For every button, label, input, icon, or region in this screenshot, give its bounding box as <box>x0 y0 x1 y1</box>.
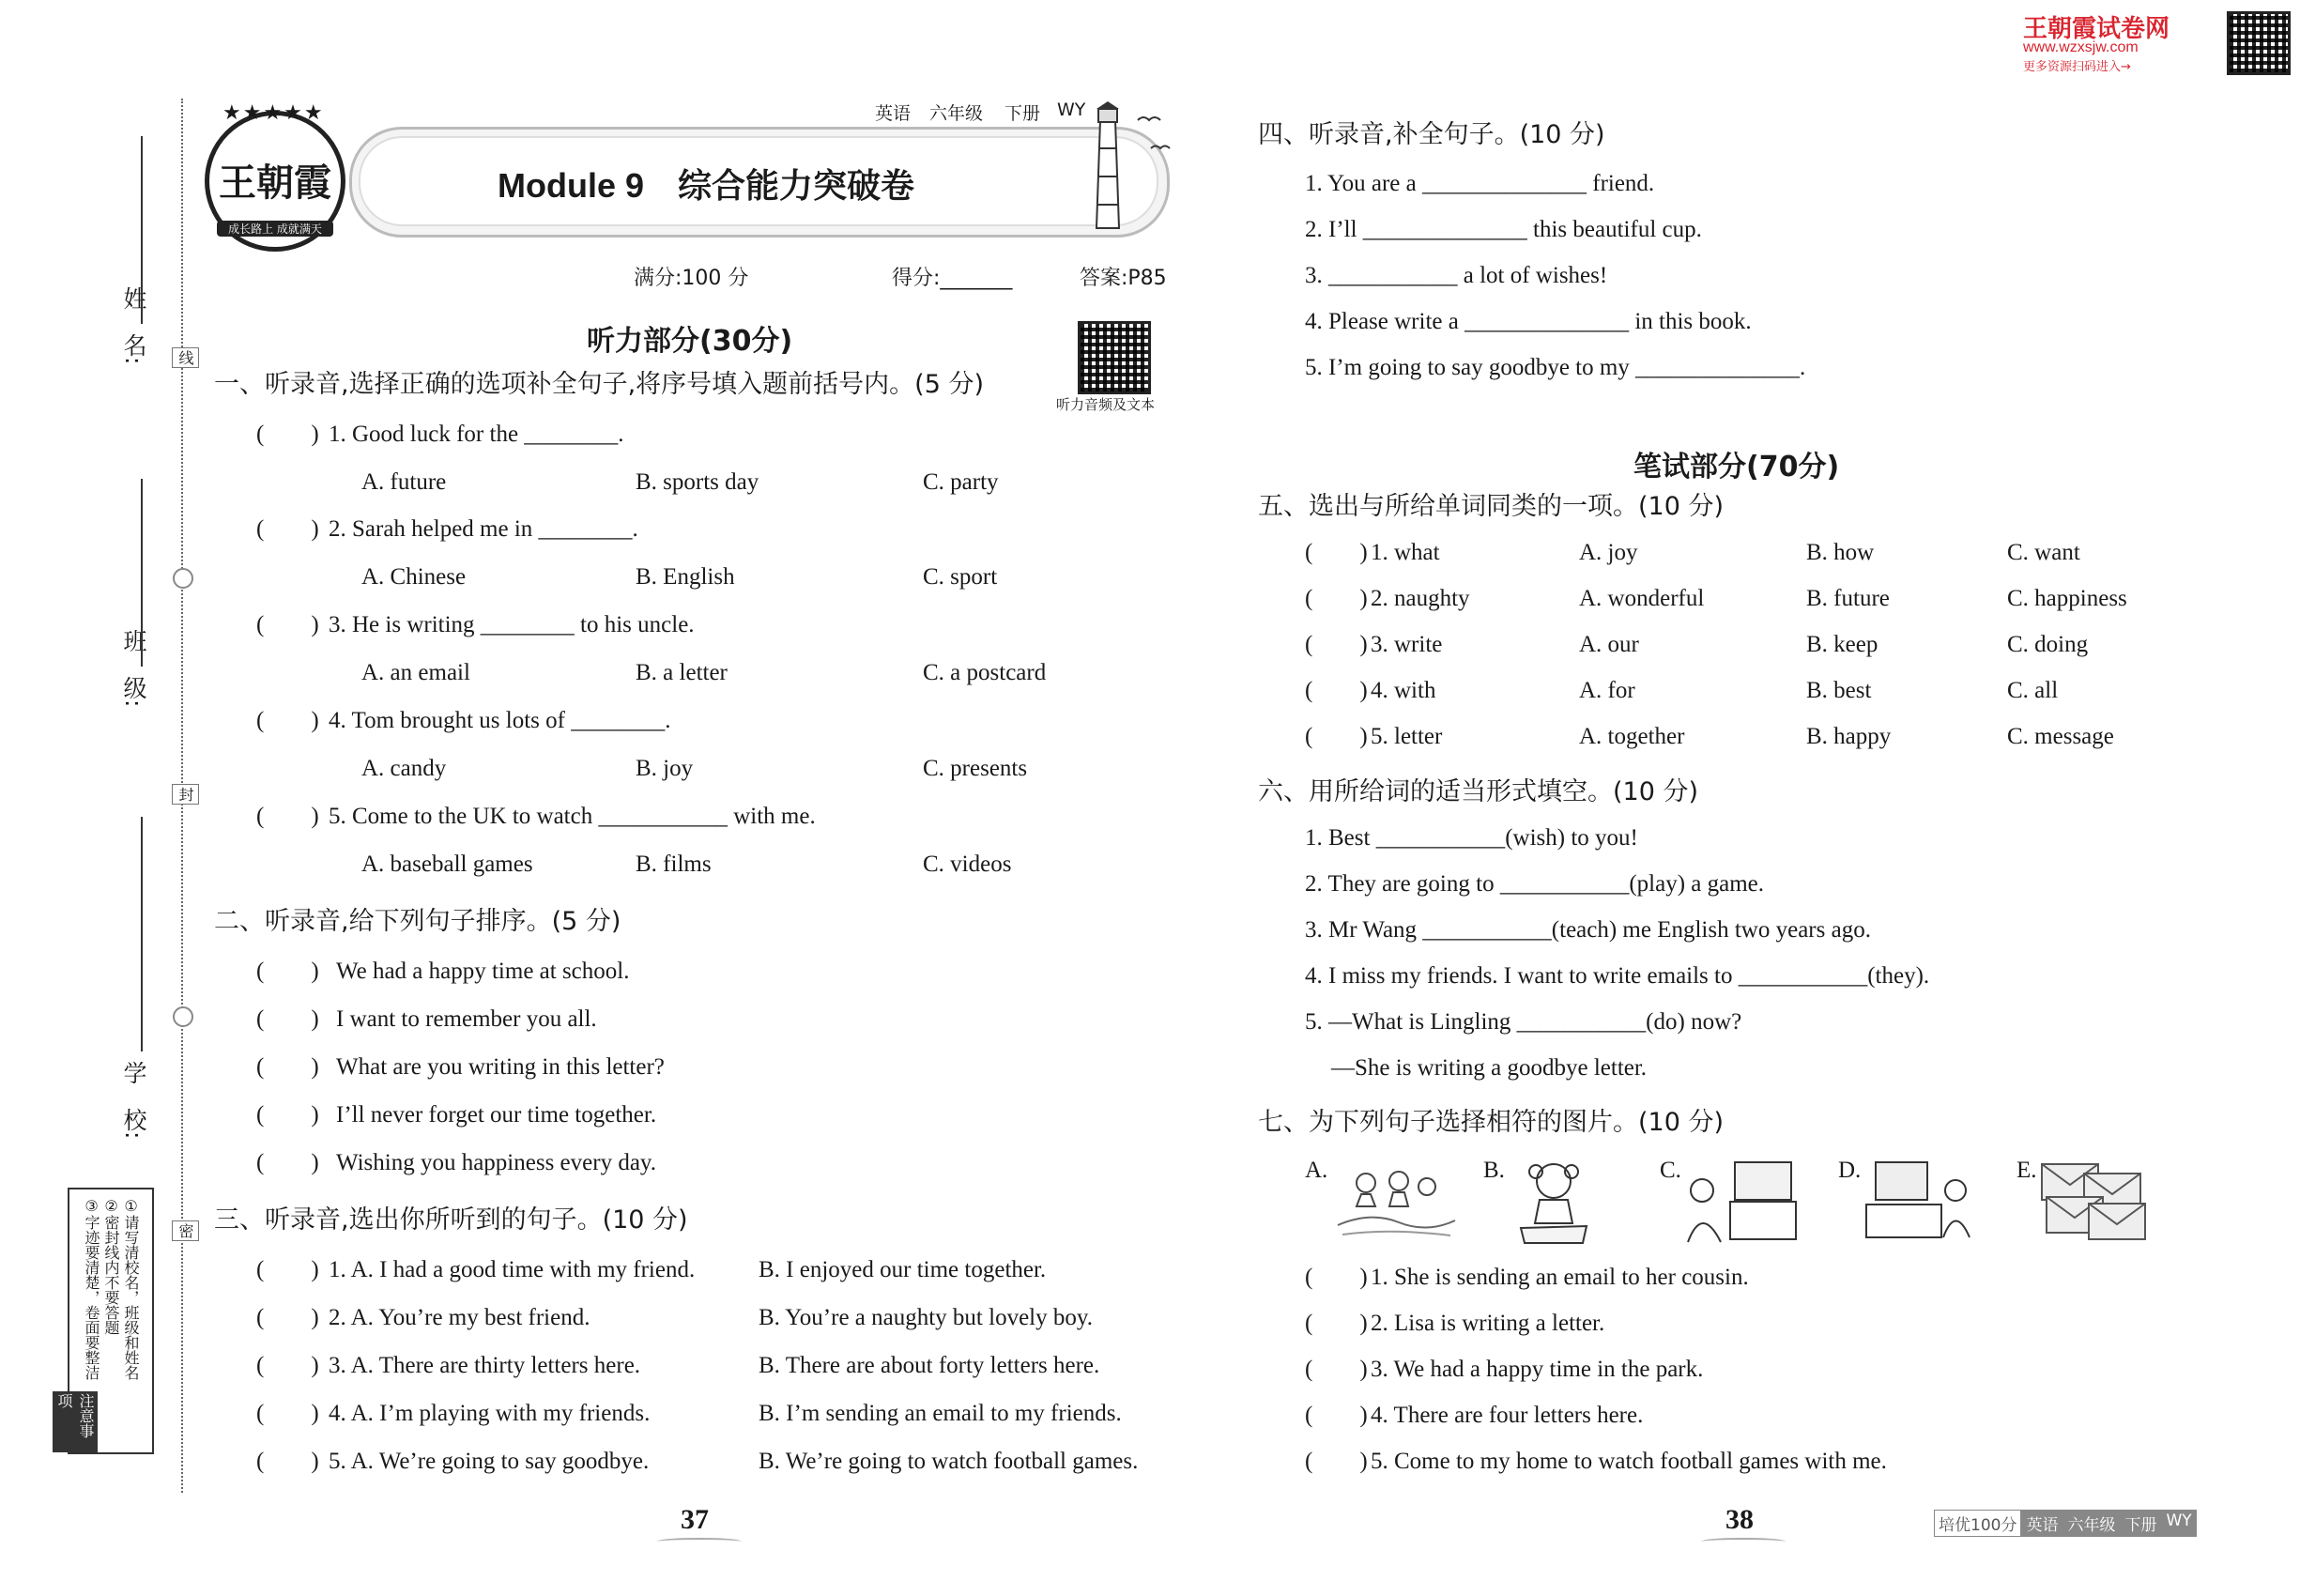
option-c: C. videos <box>923 852 1012 877</box>
option-c: C. happiness <box>2007 586 2127 611</box>
seal-feng: 封 <box>172 784 199 805</box>
seal-mi: 密 <box>172 1220 199 1241</box>
sentence-text: What are you writing in this letter? <box>336 1054 665 1080</box>
answer-paren[interactable]: ( ) <box>1305 724 1368 749</box>
answer-paren[interactable]: ( ) <box>256 516 319 542</box>
word-item: 1. what <box>1371 540 1440 565</box>
option-b: B. I enjoyed our time together. <box>759 1257 1047 1282</box>
fill-sentence: 5. —What is Lingling ___________(do) now? <box>1305 1009 1742 1035</box>
footer-tag-subject: 英语 <box>2021 1510 2062 1537</box>
page-title: Module 9 综合能力突破卷 <box>498 166 915 205</box>
option-a: A. wonderful <box>1579 586 1705 611</box>
option-a: A. Chinese <box>361 564 467 590</box>
option-a: A. an email <box>361 660 470 685</box>
full-score: 满分:100 分 <box>634 267 749 290</box>
word-item: 4. with <box>1371 678 1436 703</box>
match-sentence: 5. Come to my home to watch football games with me. <box>1371 1449 1887 1474</box>
answer-ref: 答案:P85 <box>1080 267 1167 290</box>
seal-xian: 线 <box>172 347 199 368</box>
part4-heading: 四、听录音,补全句子。(10 分) <box>1258 120 1605 149</box>
picture-label: B. <box>1483 1158 1505 1183</box>
notice-item: ②密封线内不要答题 <box>102 1197 120 1335</box>
question-text: 2. Sarah helped me in ________. <box>329 516 638 542</box>
brand-name: 王朝霞试卷网 <box>2023 15 2170 43</box>
option-c: C. sport <box>923 564 998 590</box>
logo-stars: ★★★★★ <box>222 100 325 124</box>
option-b: B. happy <box>1806 724 1892 749</box>
option-a: 4. A. I’m playing with my friends. <box>329 1401 651 1426</box>
answer-paren[interactable]: ( ) <box>256 1102 319 1128</box>
answer-paren[interactable]: ( ) <box>256 1401 319 1426</box>
option-b: B. keep <box>1806 632 1878 657</box>
option-c: C. presents <box>923 756 1028 781</box>
match-sentence: 1. She is sending an email to her cousin. <box>1371 1265 1749 1290</box>
option-a: A. baseball games <box>361 852 533 877</box>
option-b: B. how <box>1806 540 1875 565</box>
header-volume: 下册 <box>1004 103 1041 124</box>
footer-tag-volume: 下册 <box>2120 1510 2161 1537</box>
footer-tag-series: 培优100分 <box>1934 1510 2021 1537</box>
option-b: B. I’m sending an email to my friends. <box>759 1401 1122 1426</box>
picture-b-girl-writing <box>1502 1153 1605 1247</box>
option-c: C. a postcard <box>923 660 1047 685</box>
notice-box <box>55 1188 154 1454</box>
picture-c-watching-tv <box>1679 1153 1810 1247</box>
word-item: 3. write <box>1371 632 1443 657</box>
seal-dot-1 <box>173 568 193 589</box>
fill-sentence: 4. Please write a ______________ in this book. <box>1305 309 1752 334</box>
option-a: 5. A. We’re going to say goodbye. <box>329 1449 650 1474</box>
part6-heading: 六、用所给词的适当形式填空。(10 分) <box>1258 777 1699 806</box>
answer-paren[interactable]: ( ) <box>256 1449 319 1474</box>
option-a: 3. A. There are thirty letters here. <box>329 1353 641 1378</box>
answer-paren[interactable]: ( ) <box>256 612 319 637</box>
answer-paren[interactable]: ( ) <box>256 1054 319 1080</box>
seal-dot-2 <box>173 1006 193 1027</box>
answer-paren[interactable]: ( ) <box>1305 632 1368 657</box>
fill-sentence: 5. I’m going to say goodbye to my ______________. <box>1305 355 1806 380</box>
fill-sentence: 2. I’ll ______________ this beautiful cup. <box>1305 217 1702 242</box>
option-b: B. sports day <box>636 469 759 495</box>
part3-heading: 三、听录音,选出你所听到的句子。(10 分) <box>214 1205 688 1235</box>
sentence-text: I want to remember you all. <box>336 1006 597 1032</box>
brand-url[interactable]: www.wzxsjw.com <box>2023 39 2139 55</box>
answer-paren[interactable]: ( ) <box>1305 540 1368 565</box>
brand-qr-code[interactable] <box>2227 11 2291 75</box>
sentence-text: I’ll never forget our time together. <box>336 1102 657 1128</box>
writing-title: 笔试部分(70分) <box>1633 451 1840 483</box>
answer-paren[interactable]: ( ) <box>256 1150 319 1175</box>
brand-tagline: 更多资源扫码进入→ <box>2023 60 2131 74</box>
option-c: C. message <box>2007 724 2114 749</box>
sentence-text: We had a happy time at school. <box>336 959 630 984</box>
option-b: B. a letter <box>636 660 728 685</box>
picture-a-park <box>1333 1155 1460 1239</box>
question-text: 1. Good luck for the ________. <box>329 422 624 447</box>
answer-paren[interactable]: ( ) <box>256 959 319 984</box>
notice-item: ③字迹要清楚，卷面要整洁 <box>83 1197 100 1380</box>
answer-paren[interactable]: ( ) <box>256 1353 319 1378</box>
notice-title: 注意事项 <box>53 1391 98 1452</box>
option-c: C. want <box>2007 540 2080 565</box>
fill-sentence: 4. I miss my friends. I want to write emails to ___________(they). <box>1305 963 1930 989</box>
left-page-number: 37 <box>681 1504 709 1535</box>
option-b: B. best <box>1806 678 1872 703</box>
footer-tag-edition: WY <box>2161 1510 2196 1537</box>
option-b: B. We’re going to watch football games. <box>759 1449 1139 1474</box>
option-b: B. There are about forty letters here. <box>759 1353 1100 1378</box>
score-field[interactable]: 得分:_______ <box>892 267 1013 290</box>
option-b: B. joy <box>636 756 694 781</box>
option-a: A. joy <box>1579 540 1638 565</box>
fill-sentence: 1. Best ___________(wish) to you! <box>1305 825 1638 851</box>
header-edition: WY <box>1057 100 1086 120</box>
sentence-text: Wishing you happiness every day. <box>336 1150 657 1175</box>
notice-item: ①请写清校名，班级和姓名 <box>122 1197 140 1380</box>
option-a: A. candy <box>361 756 447 781</box>
answer-paren[interactable]: ( ) <box>1305 1311 1368 1336</box>
option-b: B. English <box>636 564 735 590</box>
answer-paren[interactable]: ( ) <box>256 422 319 447</box>
option-a: A. our <box>1579 632 1639 657</box>
option-c: C. doing <box>2007 632 2089 657</box>
picture-label: A. <box>1305 1158 1328 1183</box>
right-page-number: 38 <box>1725 1504 1754 1535</box>
option-a: A. for <box>1579 678 1635 703</box>
question-text: 3. He is writing ________ to his uncle. <box>329 612 695 637</box>
part2-heading: 二、听录音,给下列句子排序。(5 分) <box>214 907 621 936</box>
option-a: A. future <box>361 469 447 495</box>
logo-text: 王朝霞 <box>219 161 331 205</box>
lighthouse-icon <box>1080 101 1136 233</box>
picture-e-letters <box>2037 1155 2150 1244</box>
part5-heading: 五、选出与所给单词同类的一项。(10 分) <box>1258 492 1725 521</box>
qr-caption: 听力音频及文本 <box>1056 396 1156 413</box>
logo-ribbon: 成长路上 成就满天 <box>217 221 333 237</box>
header-grade: 六年级 <box>929 103 984 124</box>
class-label: 班 级: <box>120 629 147 708</box>
answer-paren[interactable]: ( ) <box>1305 678 1368 703</box>
match-sentence: 3. We had a happy time in the park. <box>1371 1357 1704 1382</box>
bird-icon <box>1136 111 1173 167</box>
listening-title: 听力部分(30分) <box>587 325 793 358</box>
option-c: C. party <box>923 469 999 495</box>
audio-qr-code[interactable] <box>1078 321 1151 394</box>
word-item: 5. letter <box>1371 724 1443 749</box>
part7-heading: 七、为下列句子选择相符的图片。(10 分) <box>1258 1108 1725 1137</box>
part1-heading: 一、听录音,选择正确的选项补全句子,将序号填入题前括号内。(5 分) <box>214 370 984 399</box>
picture-label: D. <box>1838 1158 1862 1183</box>
answer-paren[interactable]: ( ) <box>1305 1265 1368 1290</box>
answer-paren[interactable]: ( ) <box>1305 586 1368 611</box>
right-page-swirl <box>1701 1538 1786 1545</box>
picture-d-computer <box>1857 1153 1979 1247</box>
answer-paren[interactable]: ( ) <box>256 1305 319 1330</box>
answer-paren[interactable]: ( ) <box>256 1006 319 1032</box>
answer-paren[interactable]: ( ) <box>256 804 319 829</box>
option-c: C. all <box>2007 678 2059 703</box>
school-label: 学 校: <box>120 1061 147 1140</box>
answer-paren[interactable]: ( ) <box>1305 1449 1368 1474</box>
picture-label: E. <box>2016 1158 2037 1183</box>
left-page-swirl <box>657 1538 742 1545</box>
answer-paren[interactable]: ( ) <box>1305 1403 1368 1428</box>
footer-tag-grade: 六年级 <box>2062 1510 2120 1537</box>
name-field[interactable] <box>141 136 143 324</box>
name-label: 姓 名: <box>120 286 147 365</box>
match-sentence: 2. Lisa is writing a letter. <box>1371 1311 1605 1336</box>
answer-paren[interactable]: ( ) <box>256 1257 319 1282</box>
option-b: B. You’re a naughty but lovely boy. <box>759 1305 1093 1330</box>
fill-sentence-reply: —She is writing a goodbye letter. <box>1331 1055 1648 1081</box>
fill-sentence: 1. You are a ______________ friend. <box>1305 171 1655 196</box>
option-b: B. films <box>636 852 712 877</box>
logo-badge <box>205 100 345 252</box>
option-a: 2. A. You’re my best friend. <box>329 1305 590 1330</box>
question-text: 5. Come to the UK to watch ___________ with me. <box>329 804 816 829</box>
footer-tag <box>1934 1510 2197 1537</box>
option-b: B. future <box>1806 586 1890 611</box>
answer-paren[interactable]: ( ) <box>256 708 319 733</box>
fill-sentence: 2. They are going to ___________(play) a game. <box>1305 871 1765 897</box>
option-a: A. together <box>1579 724 1685 749</box>
option-a: 1. A. I had a good time with my friend. <box>329 1257 696 1282</box>
answer-paren[interactable]: ( ) <box>1305 1357 1368 1382</box>
school-field[interactable] <box>141 817 143 1051</box>
word-item: 2. naughty <box>1371 586 1470 611</box>
picture-label: C. <box>1660 1158 1681 1183</box>
question-text: 4. Tom brought us lots of ________. <box>329 708 671 733</box>
class-field[interactable] <box>141 479 143 667</box>
fill-sentence: 3. Mr Wang ___________(teach) me English two years ago. <box>1305 917 1871 943</box>
header-subject: 英语 <box>875 103 912 124</box>
match-sentence: 4. There are four letters here. <box>1371 1403 1644 1428</box>
fill-sentence: 3. ___________ a lot of wishes! <box>1305 263 1608 288</box>
